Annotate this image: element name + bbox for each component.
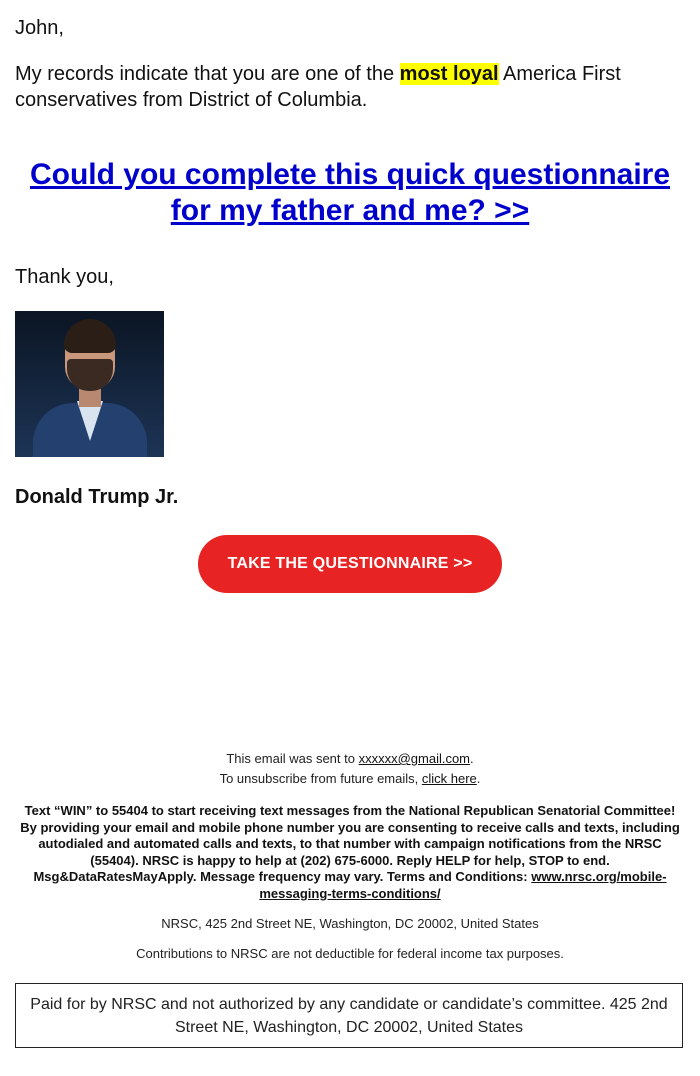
- signer-photo: [15, 311, 164, 457]
- photo-beard: [67, 359, 113, 391]
- sent-to-line: [0, 749, 700, 769]
- intro-text-start: My records indicate that you are one of the: [15, 63, 400, 85]
- terms-conditions-link[interactable]: www.nrsc.org/mobile-messaging-terms-conditions/: [259, 869, 667, 901]
- unsubscribe-link[interactable]: click here: [421, 771, 477, 786]
- email-footer: [0, 749, 700, 964]
- thank-you-text: Thank you,: [15, 266, 114, 288]
- signature-name: Donald Trump Jr.: [15, 486, 179, 508]
- sent-to-prefix: This email was sent to: [226, 751, 359, 766]
- unsubscribe-line: [0, 769, 700, 789]
- intro-text-end: America First conservatives from District of Columbia.: [15, 63, 621, 111]
- questionnaire-headline-link[interactable]: Could you complete this quick questionnaire for my father and me? >>: [29, 158, 671, 227]
- recipient-email-link[interactable]: xxxxxx@gmail.com: [358, 751, 471, 766]
- contributions-disclaimer: Contributions to NRSC are not deductible for federal income tax purposes.: [136, 946, 564, 961]
- nrsc-address: NRSC, 425 2nd Street NE, Washington, DC 20002, United States: [161, 916, 539, 931]
- take-questionnaire-button[interactable]: TAKE THE QUESTIONNAIRE >>: [198, 535, 502, 593]
- headline: [15, 157, 685, 229]
- sent-to-suffix: .: [470, 751, 474, 766]
- paid-for-disclaimer-box: Paid for by NRSC and not authorized by any candidate or candidate’s committee. 425 2nd Street NE, Washington, DC 20002, United States: [15, 983, 683, 1048]
- sms-legal-body: Text “WIN” to 55404 to start receiving text messages from the National Republican Senatorial Committee! By providing your email and mobile phone number you are consenting to receive calls and texts, including autodialed and automated calls and texts, to that number with campaign notifications from the NRSC (55404). NRSC is happy to help at (202) 675-6000. Reply HELP for help, STOP to end. Msg&DataRatesMayApply. Message frequency may vary. Terms and Conditions:: [20, 803, 680, 884]
- photo-hair: [64, 319, 116, 353]
- highlighted-text: most loyal: [399, 63, 499, 85]
- intro-paragraph: [15, 61, 685, 113]
- greeting: John,: [15, 17, 64, 39]
- unsubscribe-prefix: To unsubscribe from future emails,: [219, 771, 422, 786]
- unsubscribe-suffix: .: [476, 771, 481, 786]
- sms-legal-text: [18, 803, 682, 902]
- cta-container: [15, 535, 685, 593]
